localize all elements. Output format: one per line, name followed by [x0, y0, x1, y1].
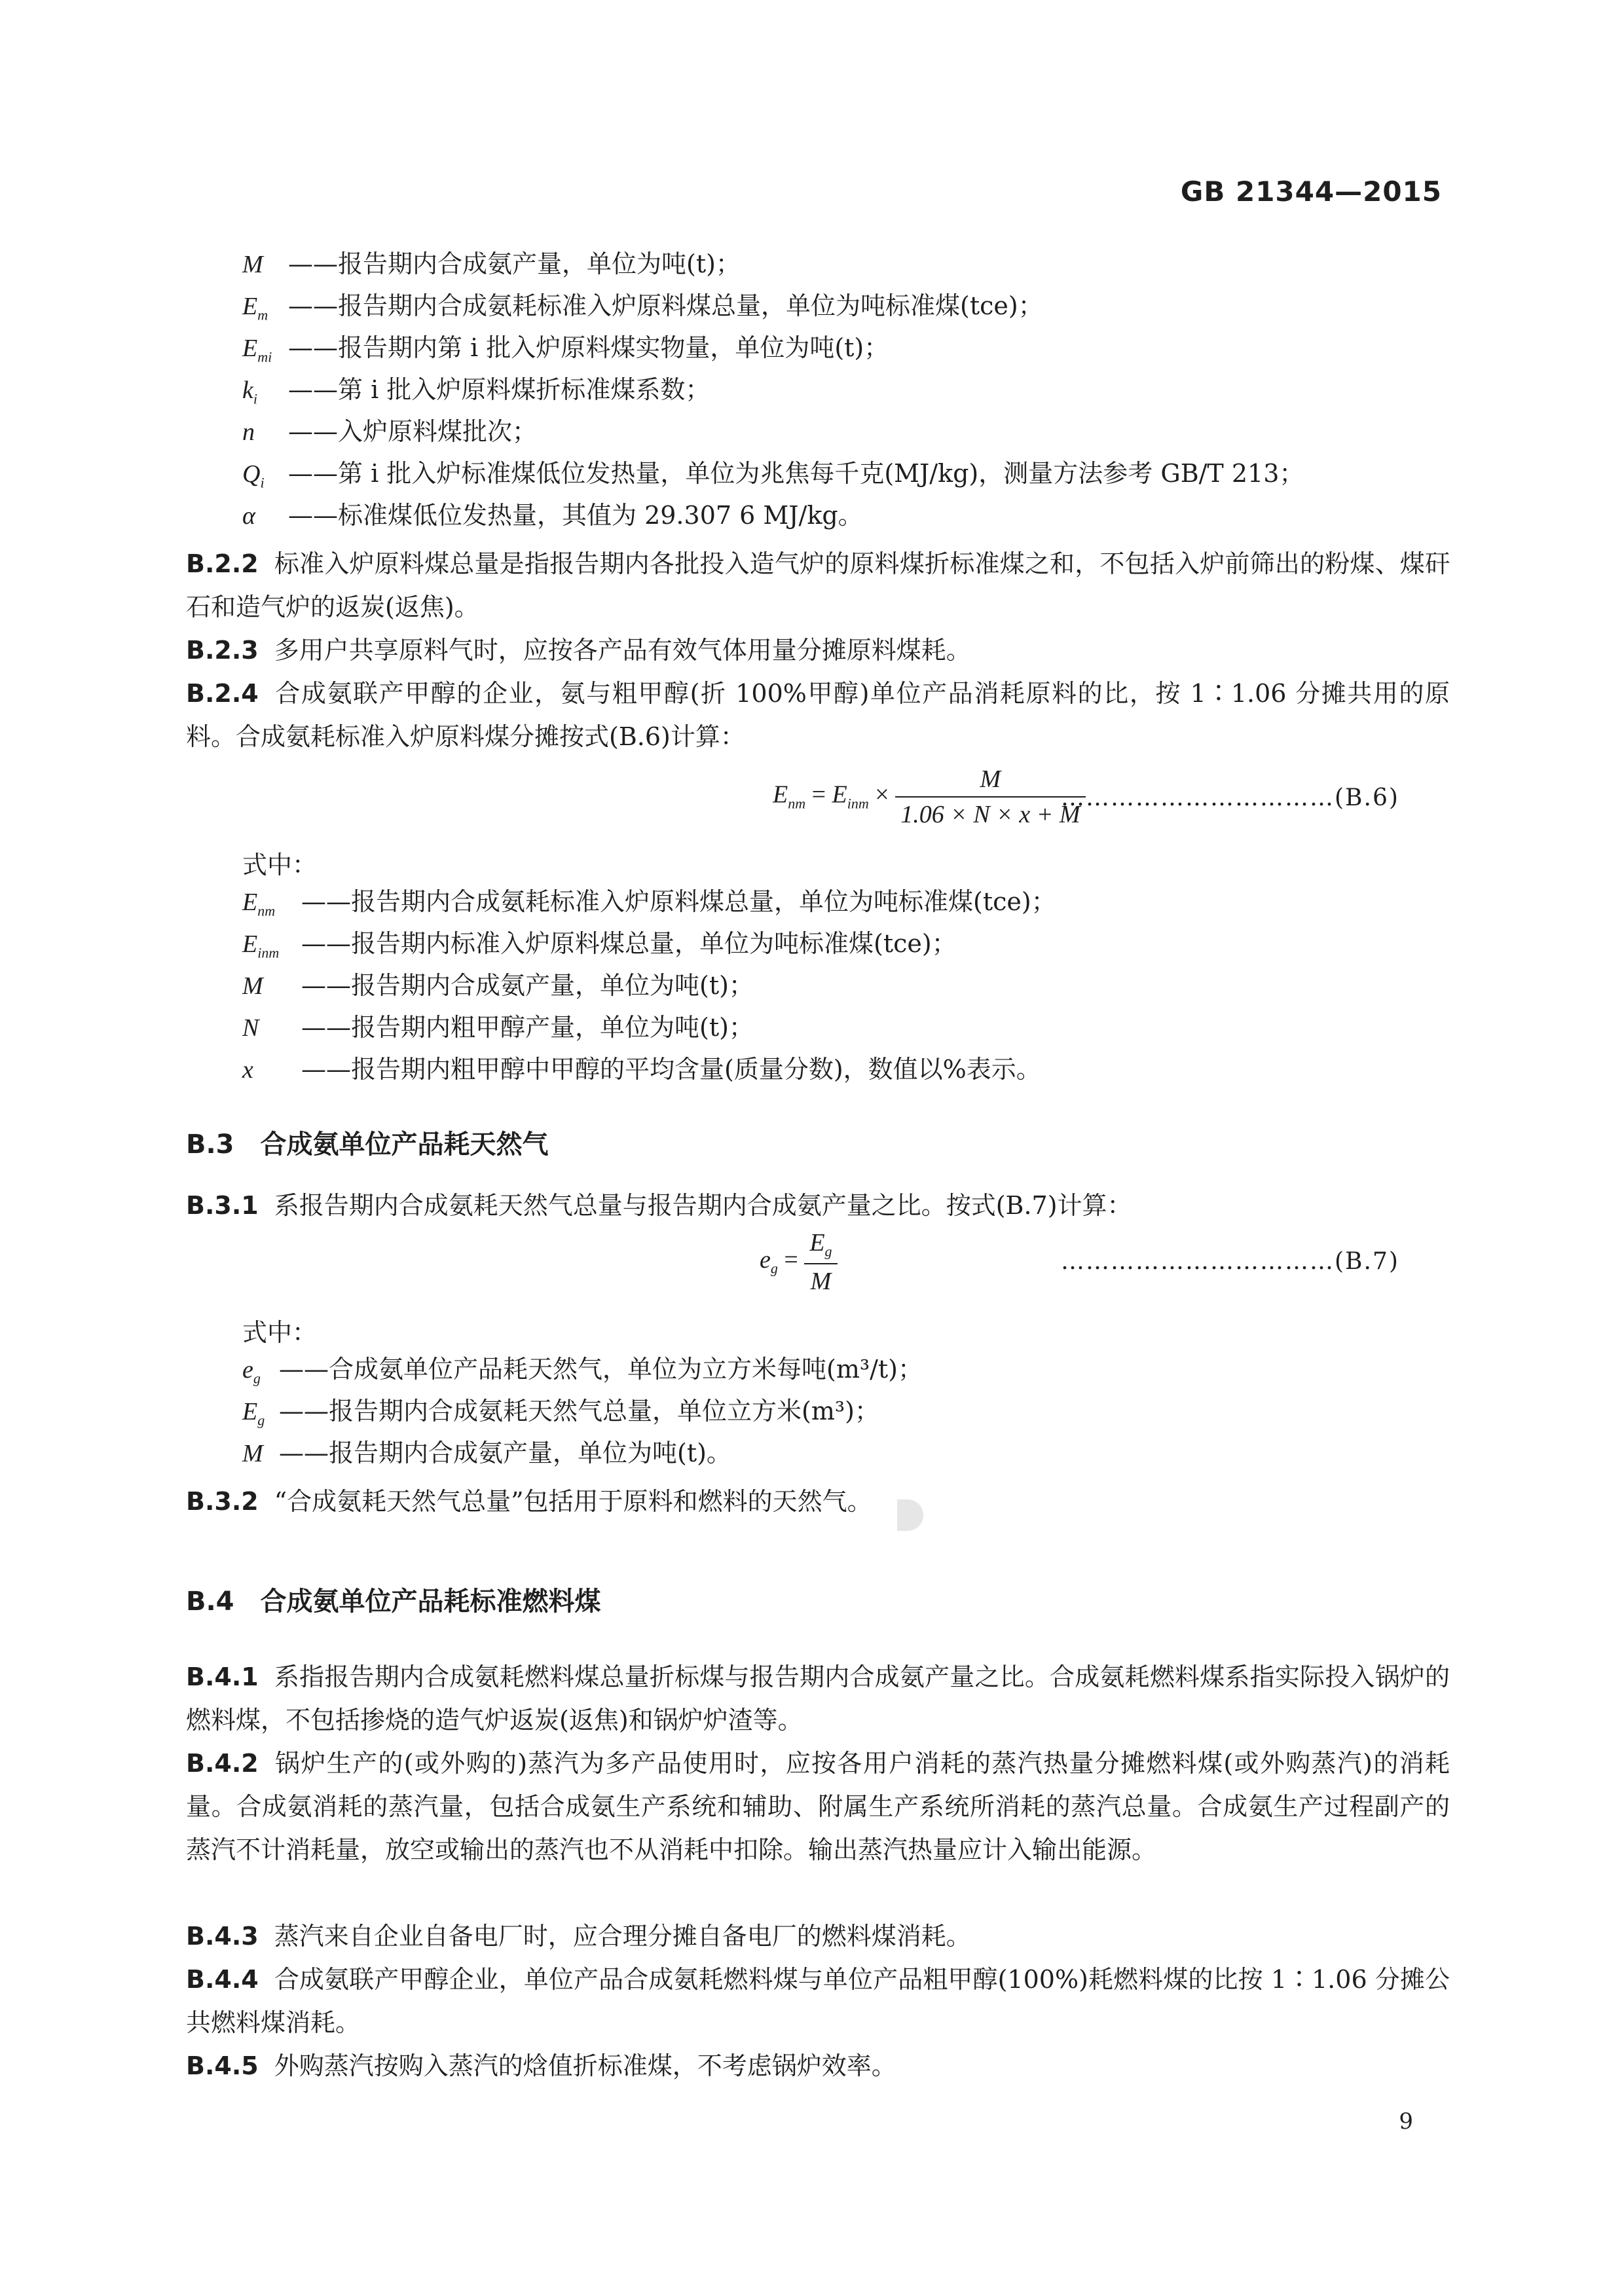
variable-description: ——报告期内合成氨耗标准入炉原料煤总量，单位为吨标准煤(tce)；: [288, 291, 1043, 320]
variable-description: ——报告期内合成氨产量，单位为吨(t)。: [279, 1439, 731, 1467]
variable-symbol: M: [242, 972, 263, 1000]
clause-text: 蒸汽来自企业自备电厂时，应合理分摊自备电厂的燃料煤消耗。: [274, 1922, 971, 1951]
equation-lhs-subscript: g: [770, 1260, 778, 1277]
variable-symbol: M: [242, 251, 263, 278]
section-number: B.3: [186, 1129, 234, 1160]
variable-subscript: g: [253, 1370, 261, 1387]
variable-symbol: E: [242, 335, 258, 362]
clause-number: B.4.1: [186, 1662, 259, 1691]
variable-line: [242, 330, 889, 365]
variable-description: ——报告期内标准入炉原料煤总量，单位为吨标准煤(tce)；: [301, 929, 957, 958]
variable-subscript: i: [253, 390, 257, 407]
equation-b6: $E_{nm} = E_{inm}$ × $\frac{M}{1.06 \times N \times x + M}$: [773, 765, 1086, 829]
scan-artifact: [897, 1499, 923, 1531]
variable-subscript: i: [260, 474, 265, 491]
variable-line: [242, 288, 1043, 323]
variable-symbol: α: [242, 502, 255, 530]
variable-description: ——第 i 批入炉标准煤低位发热量，单位为兆焦每千克(MJ/kg)，测量方法参考 GB/T 213；: [288, 459, 1304, 488]
clause-b32: [186, 1480, 1450, 1523]
variable-symbol: Q: [242, 460, 261, 488]
equation-lhs: e: [760, 1246, 771, 1274]
variable-description: ——报告期内合成氨产量，单位为吨(t)；: [288, 249, 741, 278]
variable-line: [242, 414, 537, 449]
section-title: 合成氨单位产品耗天然气: [260, 1129, 549, 1160]
variable-description: ——报告期内第 i 批入炉原料煤实物量，单位为吨(t)；: [288, 333, 889, 362]
clause-b31: [186, 1184, 1450, 1227]
clause-text: 系报告期内合成氨耗天然气总量与报告期内合成氨产量之比。按式(B.7)计算：: [274, 1191, 1132, 1220]
clause-b42: [186, 1742, 1450, 1871]
fraction-numerator: M: [895, 765, 1085, 798]
equation-number-b7: ……………………………(B.7): [1061, 1248, 1399, 1275]
clause-text: 合成氨联产甲醇企业，单位产品合成氨耗燃料煤与单位产品粗甲醇(100%)耗燃料煤的比按 1∶1.06 分摊公共燃料煤消耗。: [186, 1965, 1450, 2037]
variable-line: [242, 498, 863, 533]
clause-number: B.4.4: [186, 1965, 259, 1994]
clause-number: B.2.3: [186, 636, 259, 665]
variable-symbol: E: [242, 930, 258, 958]
variable-line: [242, 926, 957, 961]
fraction-denominator: M: [810, 1267, 832, 1295]
clause-text: 多用户共享原料气时，应按各产品有效气体用量分摊原料煤耗。: [274, 636, 971, 665]
clause-text: 系指报告期内合成氨耗燃料煤总量折标煤与报告期内合成氨产量之比。合成氨耗燃料煤系指实际投入锅炉的燃料煤，不包括掺烧的造气炉返炭(返焦)和锅炉炉渣等。: [186, 1662, 1450, 1735]
clause-b45: [186, 2044, 1450, 2087]
clause-b43: [186, 1915, 1450, 1958]
clause-number: B.3.1: [186, 1191, 259, 1220]
variable-line: [242, 968, 754, 1003]
variable-subscript: inm: [257, 944, 280, 961]
shizhong-label: 式中：: [242, 1318, 318, 1347]
shizhong-label: 式中：: [242, 851, 318, 879]
clause-b44: [186, 1958, 1450, 2044]
variable-line: [242, 1010, 754, 1045]
clause-text: 锅炉生产的(或外购的)蒸汽为多产品使用时，应按各用户消耗的蒸汽热量分摊燃料煤(或外购蒸汽)的消耗量。合成氨消耗的蒸汽量，包括合成氨生产系统和辅助、附属生产系统所消耗的蒸汽总量。合成氨生产过程副产的蒸汽不计消耗量，放空或输出的蒸汽也不从消耗中扣除。输出蒸汽热量应计入输出能源。: [186, 1749, 1450, 1864]
times-sign: ×: [875, 780, 889, 809]
variable-line: [242, 456, 1304, 491]
clause-b24: [186, 672, 1450, 758]
variable-symbol: E: [242, 889, 258, 916]
equation-b7: $e_g$ = $\frac{E_g}{M}$: [760, 1228, 838, 1296]
clause-number: B.4.3: [186, 1922, 259, 1951]
clause-number: B.3.2: [186, 1487, 259, 1516]
clause-text: “合成氨耗天然气总量”包括用于原料和燃料的天然气。: [274, 1487, 872, 1516]
variable-symbol: N: [242, 1014, 259, 1042]
fraction: [895, 765, 1085, 829]
variable-line: [242, 1052, 1041, 1087]
variable-subscript: nm: [257, 902, 276, 919]
variable-symbol: x: [242, 1056, 253, 1084]
fraction-denominator: 1.06 × N × x + M: [900, 801, 1080, 828]
variable-line: [242, 884, 1056, 919]
section-number: B.4: [186, 1587, 234, 1617]
variable-line: [242, 1351, 923, 1387]
variable-subscript: m: [257, 306, 268, 323]
variable-line: [242, 1393, 879, 1429]
variable-symbol: M: [242, 1440, 263, 1467]
equation-rhs-subscript: inm: [847, 795, 869, 812]
variable-symbol: n: [242, 418, 255, 446]
clause-b22: [186, 542, 1450, 629]
section-heading-b4: [186, 1581, 601, 1618]
equation-lhs: E: [773, 780, 788, 809]
variable-description: ——第 i 批入炉原料煤折标准煤系数；: [288, 375, 710, 404]
standard-code: GB 21344—2015: [1180, 175, 1442, 208]
variable-symbol: e: [242, 1356, 253, 1384]
clause-text: 合成氨联产甲醇的企业，氨与粗甲醇(折 100%甲醇)单位产品消耗原料的比，按 1∶1.06 分摊共用的原料。合成氨耗标准入炉原料煤分摊按式(B.6)计算：: [186, 679, 1450, 751]
variable-line: [242, 246, 741, 282]
clause-text: 外购蒸汽按购入蒸汽的焓值折标准煤，不考虑锅炉效率。: [274, 2051, 896, 2080]
variable-description: ——标准煤低位发热量，其值为 29.307 6 MJ/kg。: [288, 501, 863, 530]
variable-description: ——报告期内粗甲醇中甲醇的平均含量(质量分数)，数值以%表示。: [301, 1055, 1041, 1084]
variable-description: ——报告期内合成氨耗标准入炉原料煤总量，单位为吨标准煤(tce)；: [301, 887, 1056, 916]
variable-line: [242, 1435, 731, 1471]
equation-number-b6: ……………………………(B.6): [1061, 784, 1399, 811]
clause-b41: [186, 1655, 1450, 1742]
fraction-numerator: $E_g$: [804, 1228, 837, 1264]
section-heading-b3: [186, 1124, 549, 1161]
variable-symbol: E: [242, 293, 258, 320]
clause-number: B.4.5: [186, 2051, 259, 2080]
page-number: 9: [1399, 2108, 1413, 2135]
section-title: 合成氨单位产品耗标准燃料煤: [260, 1587, 601, 1617]
variable-line: [242, 372, 710, 407]
variable-symbol: E: [242, 1398, 258, 1425]
variable-subscript: g: [257, 1412, 265, 1429]
clause-text: 标准入炉原料煤总量是指报告期内各批投入造气炉的原料煤折标准煤之和，不包括入炉前筛出的粉煤、煤矸石和造气炉的返炭(返焦)。: [186, 549, 1450, 621]
clause-number: B.4.2: [186, 1749, 259, 1778]
variable-description: ——报告期内合成氨产量，单位为吨(t)；: [301, 971, 754, 1000]
variable-description: ——报告期内合成氨耗天然气总量，单位立方米(m³)；: [279, 1397, 879, 1425]
fraction: [804, 1228, 837, 1296]
clause-b23: [186, 629, 1450, 672]
variable-subscript: mi: [257, 348, 272, 365]
variable-symbol: k: [242, 376, 253, 404]
clause-number: B.2.4: [186, 679, 259, 708]
equation-rhs: E: [832, 780, 847, 809]
clause-number: B.2.2: [186, 549, 259, 578]
variable-description: ——入炉原料煤批次；: [288, 417, 538, 446]
variable-description: ——报告期内粗甲醇产量，单位为吨(t)；: [301, 1013, 754, 1042]
variable-description: ——合成氨单位产品耗天然气，单位为立方米每吨(m³/t)；: [279, 1355, 923, 1384]
equation-lhs-subscript: nm: [788, 795, 806, 812]
numerator-subscript: g: [824, 1243, 832, 1260]
